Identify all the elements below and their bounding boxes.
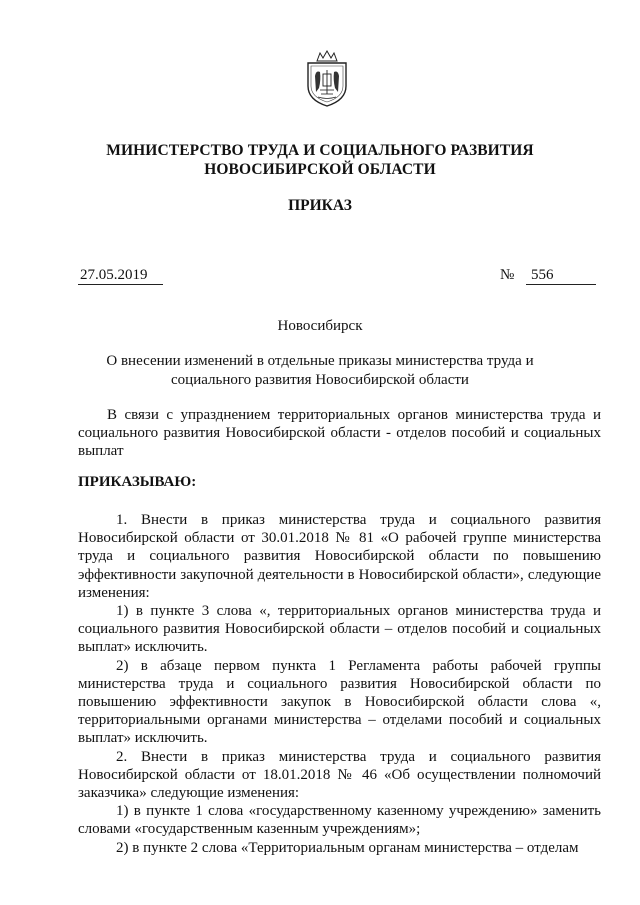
number-sign: № bbox=[500, 267, 515, 283]
order-number: 556 bbox=[526, 267, 596, 285]
paragraph: 1) в пункте 3 слова «, территориальных органов министерства труда и социального развития Новосибирской области – отделов пособий и социальных выплат» исключить. bbox=[78, 603, 601, 656]
preamble-text: В связи с упразднением территориальных органов министерства труда и социального развития Новосибирской области - отделов пособий и социальных выплат bbox=[78, 407, 601, 460]
city-name: Новосибирск bbox=[277, 318, 363, 334]
order-date: 27.05.2019 bbox=[78, 267, 163, 285]
order-subject bbox=[0, 352, 640, 390]
subject-line-1: О внесении изменений в отдельные приказы министерства труда и bbox=[106, 353, 534, 369]
paragraph: 1) в пункте 1 слова «государственному казенному учреждению» заменить словами «государственным казенным учреждениям»; bbox=[78, 803, 601, 838]
document-type: ПРИКАЗ bbox=[288, 197, 352, 214]
orders-heading: ПРИКАЗЫВАЮ: bbox=[78, 474, 197, 490]
paragraph: 1. Внести в приказ министерства труда и социального развития Новосибирской области от 30.01.2018 № 81 «О рабочей группе министерства труда и социального развития Новосибирской области по повышению эффективности закупочной деятельности в Новосибирской области», следующие изменения: bbox=[78, 512, 601, 601]
subject-line-2: социального развития Новосибирской области bbox=[171, 372, 469, 388]
order-body bbox=[78, 511, 601, 857]
ministry-name-line-2: НОВОСИБИРСКОЙ ОБЛАСТИ bbox=[204, 161, 436, 178]
paragraph: 2) в пункте 2 слова «Территориальным органам министерства – отделам bbox=[116, 839, 579, 856]
ministry-name-line-1: МИНИСТЕРСТВО ТРУДА И СОЦИАЛЬНОГО РАЗВИТИЯ bbox=[106, 142, 534, 159]
paragraph: 2) в абзаце первом пункта 1 Регламента работы рабочей группы министерства труда и социального развития Новосибирской области по повышению эффективности закупок в Новосибирской области слова «, территориальными органами министерства – отделами пособий и социальных выплат» исключить. bbox=[78, 657, 601, 747]
paragraph: 2. Внести в приказ министерства труда и социального развития Новосибирской области от 18.01.2018 № 46 «Об осуществлении полномочий заказчика» следующие изменения: bbox=[78, 748, 601, 802]
coat-of-arms-emblem bbox=[304, 50, 350, 108]
